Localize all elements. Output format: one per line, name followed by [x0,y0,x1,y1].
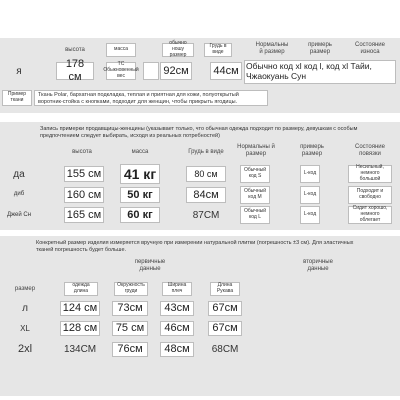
header-tried-size: примерь размер [308,42,332,55]
l-shoulder: 43см [160,301,194,316]
fabric-label: Пример ткани [2,90,32,106]
header-weight-2: масса [131,148,149,155]
row2-tried: L-код [300,186,320,204]
size-section-3 [0,236,400,396]
header-normal-size: Нормальны й размер [255,42,289,55]
2xl-chest: 76см [112,342,148,357]
row3-height: 165 см [64,207,104,223]
header-sleeve: Длина Рукава [210,282,240,296]
header-usual-size: обычно ношу размер [162,43,194,57]
cell-bust: 92см [160,62,192,80]
xl-length: 128 см [60,321,100,336]
header-state-2: Состояние повязки [355,144,385,157]
xl-shoulder: 46см [160,321,194,336]
row2-normal: Обычный код M [240,186,270,204]
l-length: 124 см [60,301,100,316]
header-chest-2: Грудь в виде [188,148,224,155]
header-height-2: высота [72,148,92,155]
size-label-l: л [22,302,28,314]
2xl-shoulder: 48см [160,342,194,357]
row1-tried: L-код [300,165,320,183]
header-wear-state: Состояние износа [355,42,385,55]
row1-normal: Обычный код S [240,165,270,183]
row1-state: Несильный, немного большой [348,165,392,183]
row-label-me: я [16,65,22,77]
row2-weight: 50 кг [120,187,160,203]
xl-chest: 75 см [112,321,148,336]
row3-state: Сидит хорошо, немного облегает [348,206,392,224]
row1-chest: 80 см [186,166,226,182]
header-normal-2: Нормальны й размер [237,144,275,157]
measurement-note: Конкретный размер изделия измеряется вручную при измерении натуральной плитки (погрешность ±3 см). Для эластичных тканей погрешность будет больше. [36,240,354,254]
row2-chest: 84см [186,187,226,203]
fitting-note: Запись примерки продавщицы-женщины (указывает только, что обычная одежда подходит по размеру, девушкам с особым предпочтением следует выбирать, исходя из реальных потребностей) [40,126,358,140]
cell-height: 178 см [56,62,94,80]
cell-fit: Обычно код xl код l, код xl Тайи, Чжаокуань Сун [244,60,396,84]
row3-weight: 60 кг [120,207,160,223]
l-chest: 73см [112,301,148,316]
row3-chest: 87СМ [192,209,220,221]
row3-normal: Обычный код L [240,206,270,224]
cell-chest-note [143,62,159,80]
row-label-3: Джей Сн [6,212,32,218]
header-length: одежда длина [64,282,98,296]
row-label-2: диб [13,191,25,197]
l-sleeve: 67см [208,301,242,316]
size-label-2xl: 2xl [17,343,33,355]
row1-height: 155 см [64,166,104,182]
fabric-description: Ткань Polar, бархатная подкладка, теплая и приятная для кожи, полуоткрытый воротник-стойка с кнопками, подходит для женщин, чтобы прикрыть ягодицы. [34,90,268,106]
row1-weight: 41 кг [120,164,160,184]
cell-weight-note: ТС Обыкновенный вес [103,61,139,79]
xl-sleeve: 67см [208,321,242,336]
2xl-sleeve: 68СМ [211,344,239,355]
row3-tried: L-код [300,206,320,224]
size-label-xl: XL [20,323,30,333]
row2-height: 160 см [64,187,104,203]
2xl-length: 134СМ [63,344,97,355]
header-weight: масса [106,43,136,57]
header-shoulder: Ширина плеч [162,282,192,296]
group-secondary: вторичные данные [303,259,333,272]
header-height: высота [65,46,85,53]
header-tried-2: примерь размер [300,144,324,157]
row-label-1: да [13,168,25,180]
row2-state: Подходит и свободно [348,186,392,204]
header-chest: Грудь в виде [204,43,232,57]
group-primary: первичные данные [134,259,166,272]
header-size: размер [14,285,36,292]
header-chest-3: Окружность груди [114,282,148,296]
cell-waist: 44см [210,62,242,80]
